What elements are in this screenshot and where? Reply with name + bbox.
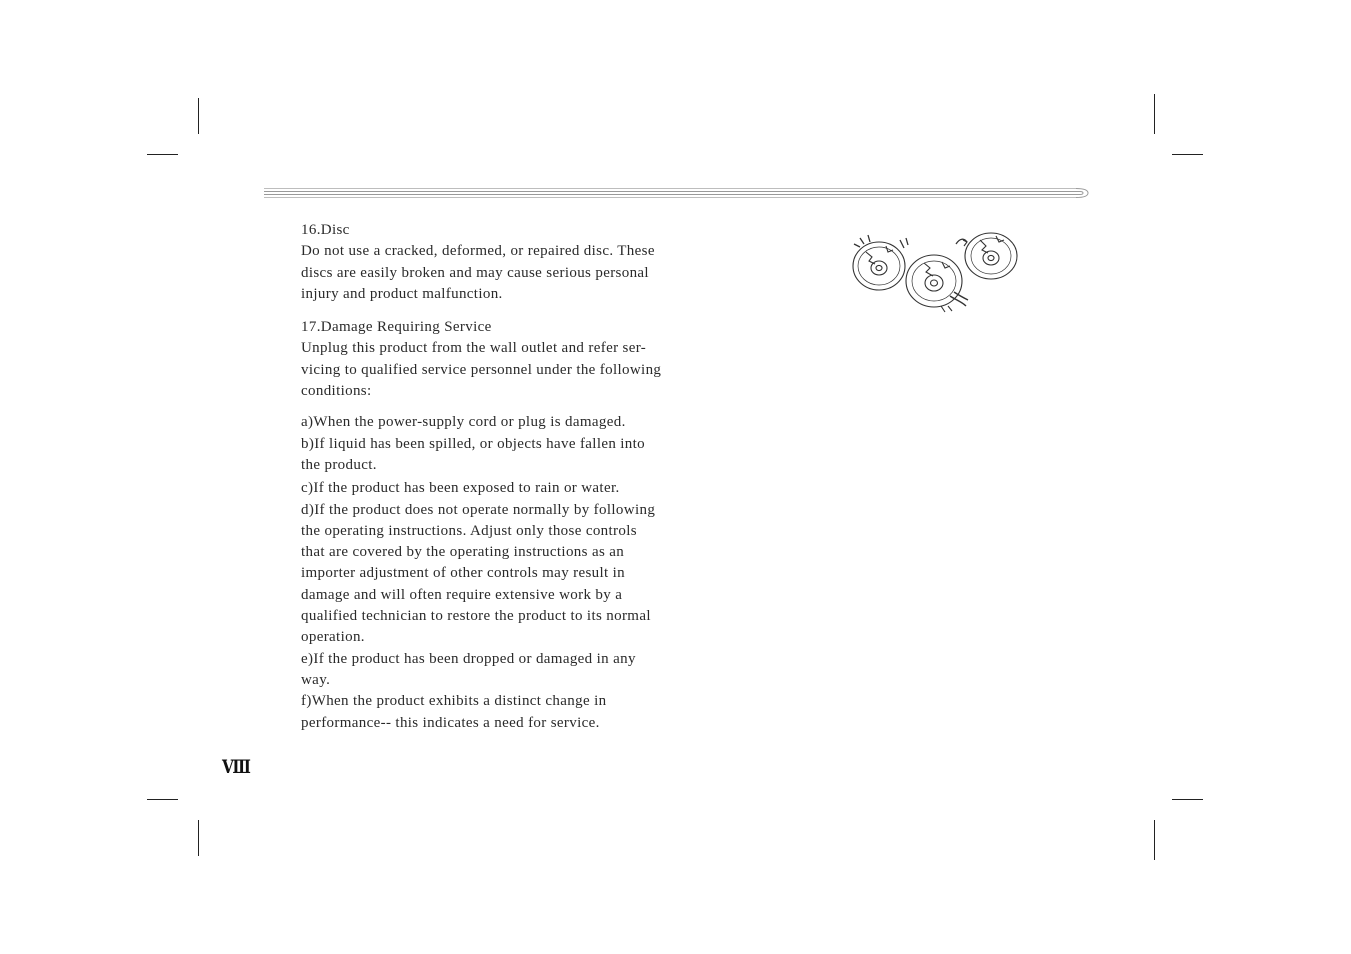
crop-mark bbox=[198, 98, 199, 134]
condition-b: the product. bbox=[301, 456, 377, 473]
crop-mark bbox=[147, 799, 178, 800]
condition-d: d)If the product does not operate normally by following bbox=[301, 501, 656, 518]
section-16-body-line: injury and product malfunction. bbox=[301, 285, 503, 302]
condition-b: b)If liquid has been spilled, or objects have fallen into bbox=[301, 435, 646, 452]
condition-e: way. bbox=[301, 671, 331, 688]
section-16-body-line: Do not use a cracked, deformed, or repaired disc. These bbox=[301, 243, 655, 260]
crop-mark bbox=[1154, 820, 1155, 860]
cracked-disc-icon bbox=[853, 235, 908, 290]
section-17-title: 17.Damage Requiring Service bbox=[301, 319, 492, 336]
crop-mark bbox=[1154, 94, 1155, 134]
condition-d: qualified technician to restore the product to its normal bbox=[301, 608, 651, 625]
condition-e: e)If the product has been dropped or damaged in any bbox=[301, 650, 636, 667]
condition-d: that are covered by the operating instructions as an bbox=[301, 544, 625, 561]
section-16-body-line: discs are easily broken and may cause serious personal bbox=[301, 264, 649, 281]
condition-f: performance-- this indicates a need for service. bbox=[301, 714, 600, 731]
crop-mark bbox=[147, 154, 178, 155]
section-17-body-line: vicing to qualified service personnel under the following bbox=[301, 361, 662, 378]
condition-d: importer adjustment of other controls may result in bbox=[301, 565, 626, 582]
page-number: Ⅷ bbox=[222, 757, 251, 778]
crop-mark bbox=[1172, 799, 1203, 800]
condition-d: the operating instructions. Adjust only those controls bbox=[301, 522, 637, 539]
text-column bbox=[301, 220, 701, 734]
repaired-disc-icon bbox=[956, 233, 1017, 279]
deformed-disc-icon bbox=[906, 255, 968, 312]
crop-mark bbox=[1172, 154, 1203, 155]
damaged-discs-icon bbox=[846, 226, 1024, 314]
condition-c: c)If the product has been exposed to rain or water. bbox=[301, 480, 620, 497]
condition-f: f)When the product exhibits a distinct change in bbox=[301, 693, 607, 710]
section-17-body-line: Unplug this product from the wall outlet and refer ser- bbox=[301, 340, 647, 357]
section-17-body-line: conditions: bbox=[301, 383, 372, 400]
condition-d: operation. bbox=[301, 629, 365, 646]
condition-d: damage and will often require extensive work by a bbox=[301, 586, 623, 603]
condition-a: a)When the power-supply cord or plug is damaged. bbox=[301, 414, 626, 431]
header-rule bbox=[264, 186, 1090, 200]
section-16-title: 16.Disc bbox=[301, 222, 350, 238]
crop-mark bbox=[198, 820, 199, 856]
